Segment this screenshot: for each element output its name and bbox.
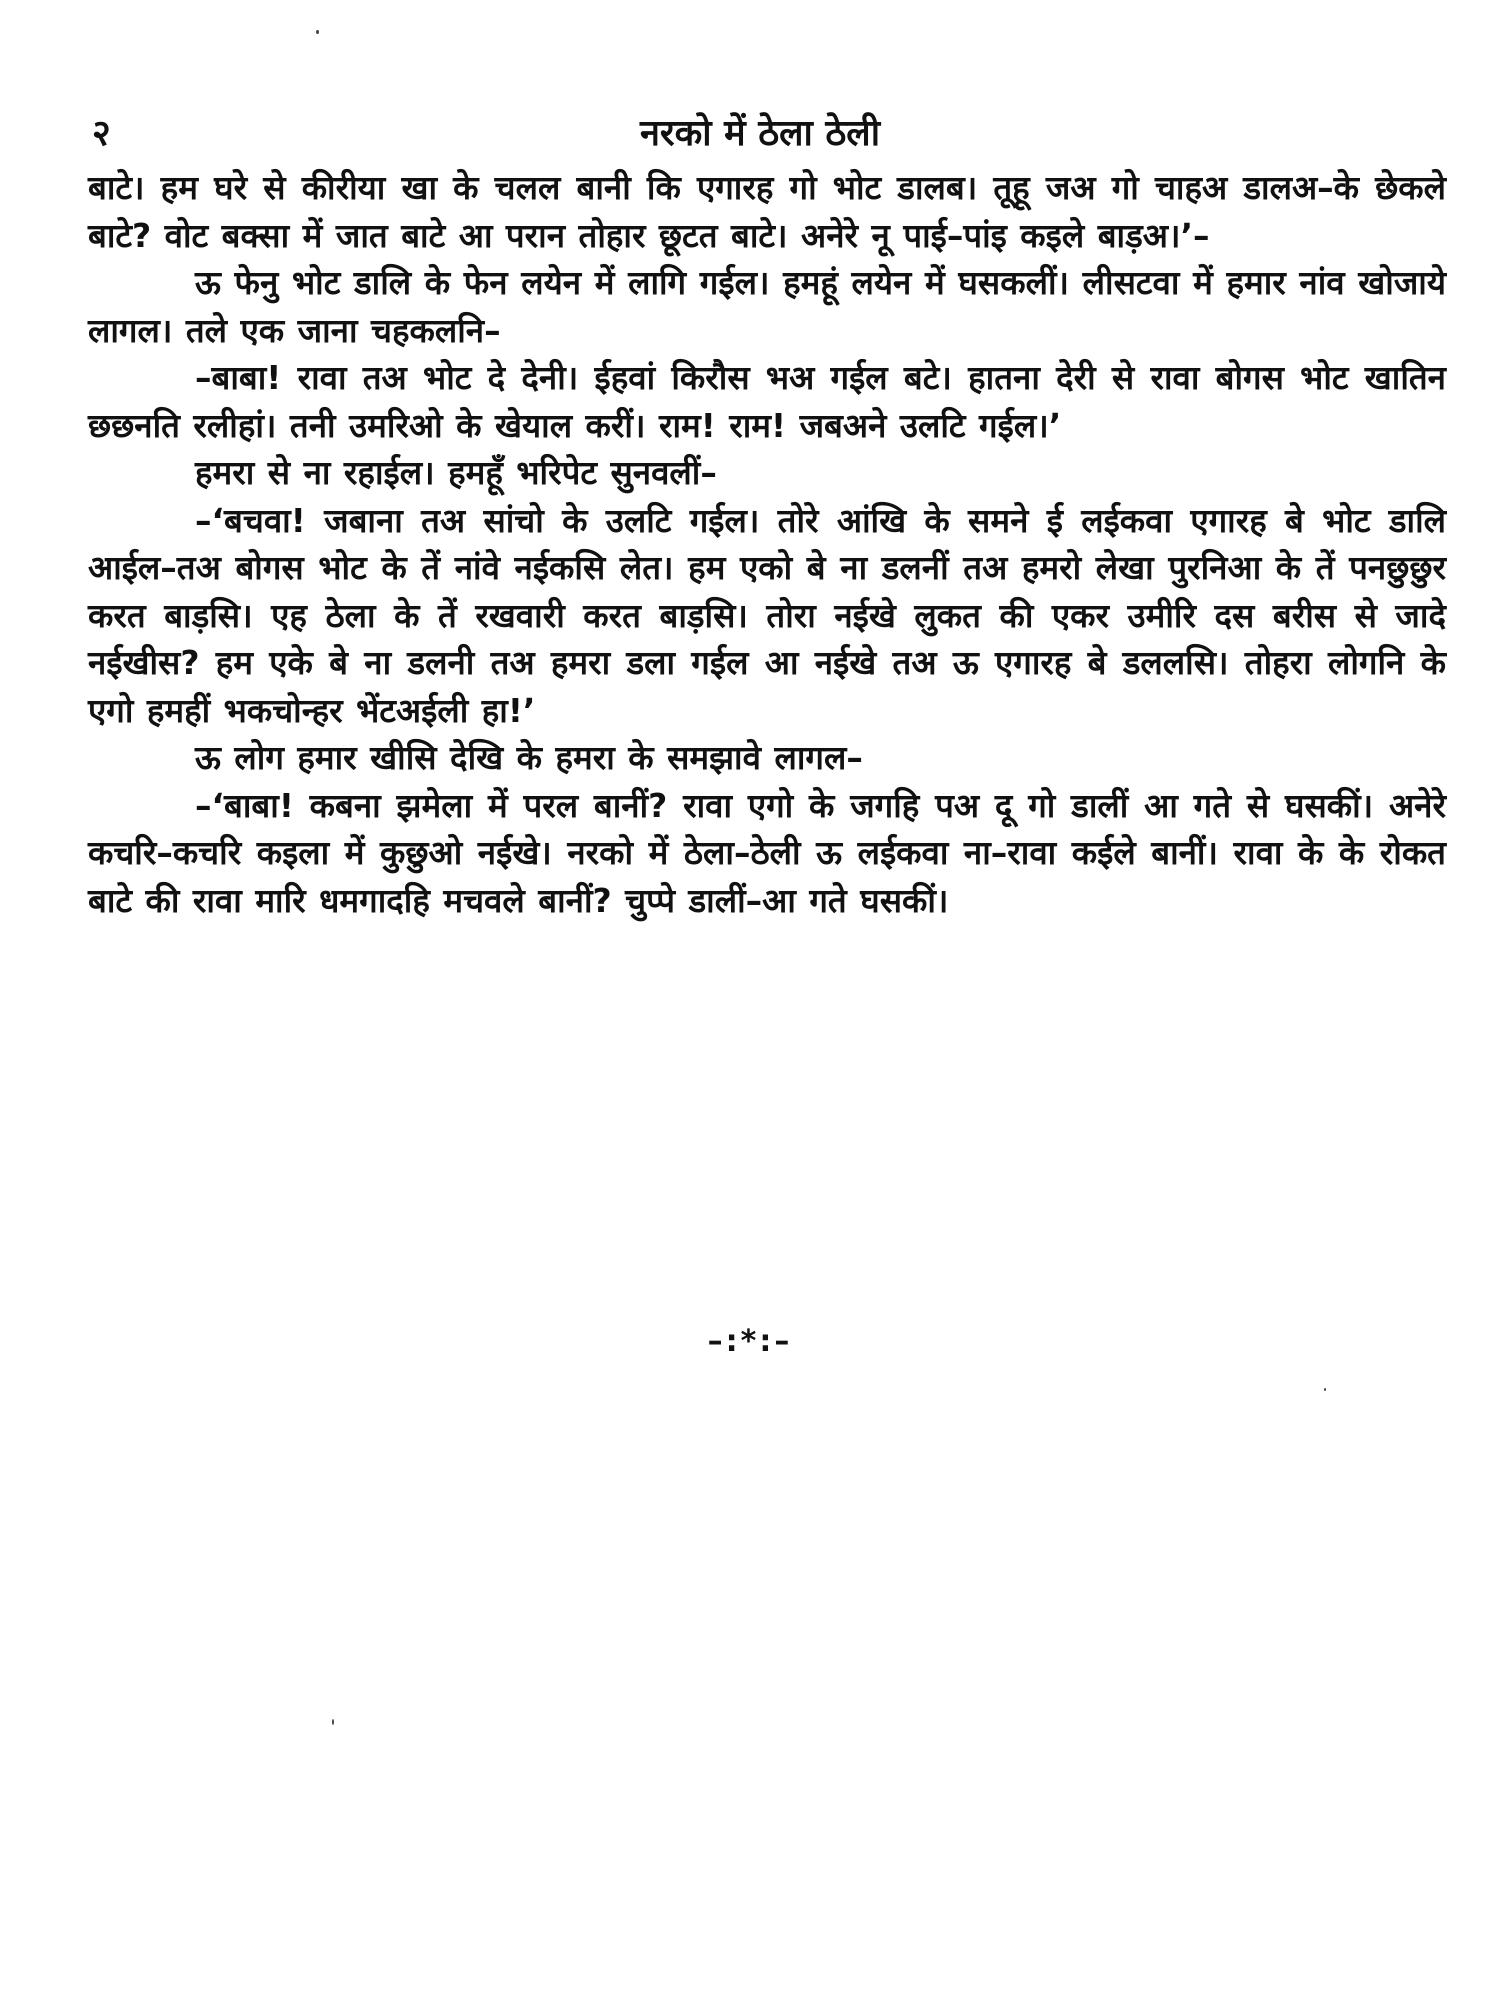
paragraph-3: –बाबा! रावा तअ भोट दे देनी। ईहवां किरौस भअ गईल बटे। हातना देरी से रावा बोगस भोट खातिन छछनति रलीहां। तनी उमरिओ के खेयाल करीं। राम! राम! जबअने उलटि गईल।’ <box>88 358 1446 445</box>
paragraph-7: –‘बाबा! कबना झमेला में परल बानीं? रावा एगो के जगहि पअ दू गो डालीं आ गते से घसकीं। अनेरे कचरि–कचरि कइला में कुछुओ नईखे। नरको में ठेला–ठेली ऊ लईकवा ना–रावा कईले बानीं। रावा के के रोकत बाटे की रावा मारि धमगादहि मचवले बानीं? चुप्पे डालीं–आ गते घसकीं। <box>88 785 1446 920</box>
end-ornament: –:*:– <box>707 1324 793 1359</box>
scan-speck <box>1324 1388 1326 1391</box>
paragraph-4: हमरा से ना रहाईल। हमहूँ भरिपेट सुनवलीं– <box>195 453 717 492</box>
scan-speck <box>316 30 319 34</box>
page-number: २ <box>92 113 111 154</box>
paragraph-1: बाटे। हम घरे से कीरीया खा के चलल बानी कि एगारह गो भोट डालब। तूहू जअ गो चाहअ डालअ–के छेकले बाटे? वोट बक्सा में जात बाटे आ परान तोहार छूटत बाटे। अनेरे नू पाई–पांइ कइले बाड़अ।’– <box>88 168 1446 255</box>
paragraph-5: –‘बचवा! जबाना तअ सांचो के उलटि गईल। तोरे आंखि के समने ई लईकवा एगारह बे भोट डालि आईल–तअ बोगस भोट के तें नांवे नईकसि लेत। हम एको बे ना डलनीं तअ हमरो लेखा पुरनिआ के तें पनछुछुर करत बाड़सि। एह ठेला के तें रखवारी करत बाड़सि। तोरा नईखे लुकत की एकर उमीरि दस बरीस से जादे नईखीस? हम एके बे ना डलनी तअ हमरा डला गईल आ नईखे तअ ऊ एगारह बे डललसि। तोहरा लोगनि के एगो हमहीं भकचोन्हर भेंटअईली हा!’ <box>88 500 1446 730</box>
page-header <box>80 104 1440 164</box>
body-text <box>88 164 1446 924</box>
scan-speck <box>332 1719 334 1725</box>
paragraph-6: ऊ लोग हमार खीसि देखि के हमरा के समझावे लागल– <box>195 738 863 777</box>
running-title: नरको में ठेला ठेली <box>639 113 881 154</box>
paragraph-2: ऊ फेनु भोट डालि के फेन लयेन में लागि गईल। हमहूं लयेन में घसकलीं। लीसटवा में हमार नांव खोजाये लागल। तले एक जाना चहकलनि– <box>88 263 1446 350</box>
